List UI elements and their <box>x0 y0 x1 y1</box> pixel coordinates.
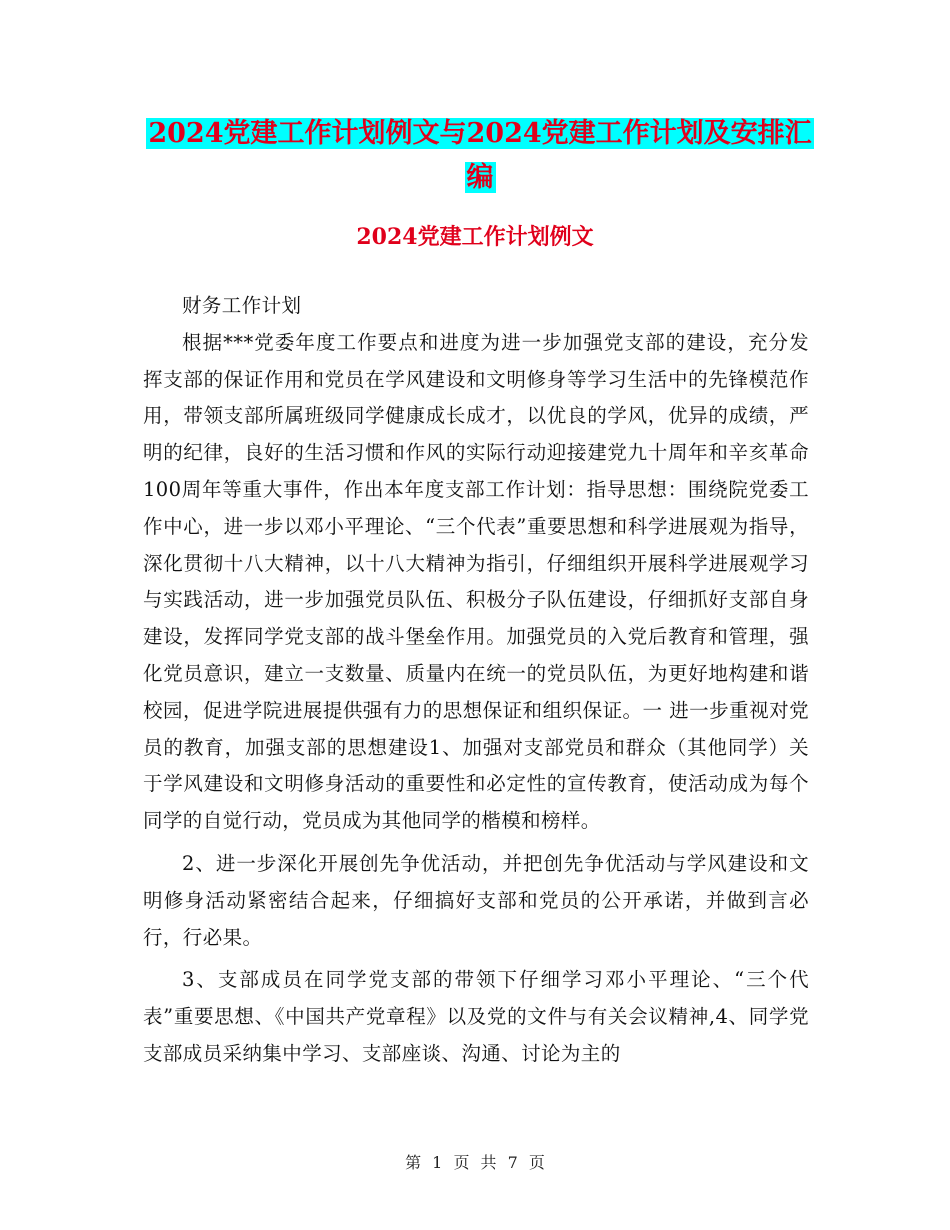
section-title: 2024党建工作计划例文 <box>356 224 594 250</box>
subheading: 财务工作计划 <box>182 294 302 317</box>
page-footer: 第 1 页 共 7 页 <box>405 1153 545 1172</box>
document-title <box>140 112 820 200</box>
document-title-highlight: 2024党建工作计划例文与2024党建工作计划及安排汇编 <box>148 118 812 193</box>
paragraph-1: 根据***党委年度工作要点和进度为进一步加强党支部的建设，充分发挥支部的保证作用和党员在学风建设和文明修身等学习生活中的先锋模范作用，带领支部所属班级同学健康成长成才，以优良的学风，优异的成绩，严明的纪律，良好的生活习惯和作风的实际行动迎接建党九十周年和辛亥革命100周年等重大事件，作出本年度支部工作计划：指导思想：围绕院党委工作中心，进一步以邓小平理论、“三个代表”重要思想和科学进展观为指导，深化贯彻十八大精神，以十八大精神为指引，仔细组织开展科学进展观学习与实践活动，进一步加强党员队伍、积极分子队伍建设，仔细抓好支部自身建设，发挥同学党支部的战斗堡垒作用。加强党员的入党后教育和管理，强化党员意识，建立一支数量、质量内在统一的党员队伍，为更好地构建和谐校园，促进学院进展提供强有力的思想保证和组织保证。一 进一步重视对党员的教育，加强支部的思想建设1、加强对支部党员和群众（其他同学）关于学风建设和文明修身活动的重要性和必定性的宣传教育，使活动成为每个同学的自觉行动，党员成为其他同学的楷模和榜样。 <box>143 330 809 833</box>
paragraph-2: 2、进一步深化开展创先争优活动，并把创先争优活动与学风建设和文明修身活动紧密结合起来，仔细搞好支部和党员的公开承诺，并做到言必行，行必果。 <box>143 851 809 949</box>
paragraph-3: 3、支部成员在同学党支部的带领下仔细学习邓小平理论、“三个代表”重要思想、《中国共产党章程》以及党的文件与有关会议精神,4、同学党支部成员采纳集中学习、支部座谈、沟通、讨论为主的 <box>143 968 809 1065</box>
document-body <box>143 288 809 1073</box>
